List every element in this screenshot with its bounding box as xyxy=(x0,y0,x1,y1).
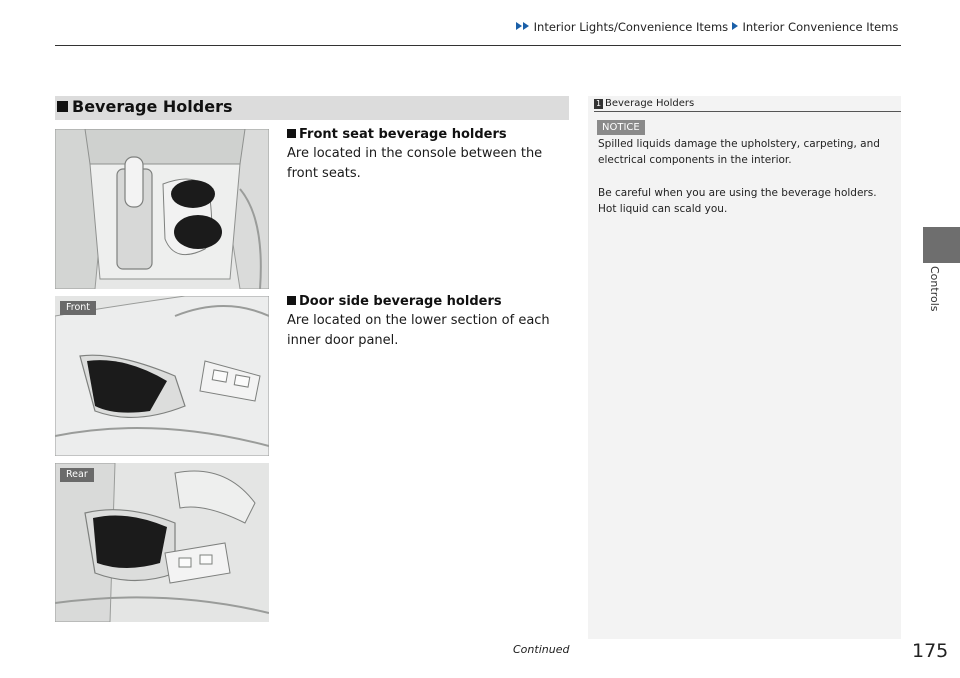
chapter-tab-text: Controls xyxy=(928,266,941,312)
rear-door-cupholder-illustration xyxy=(55,463,269,622)
front-door-drawing xyxy=(55,296,269,456)
section-title xyxy=(57,97,232,116)
continued-label: Continued xyxy=(513,643,570,656)
square-bullet-icon xyxy=(57,101,68,112)
note-title[interactable] xyxy=(594,98,694,109)
notice-badge: NOTICE xyxy=(597,120,645,135)
caution-text: Be careful when you are using the beverage holders. Hot liquid can scald you. xyxy=(598,187,877,215)
breadcrumb-arrow-icon xyxy=(516,22,522,30)
breadcrumb-item-lights[interactable]: Interior Lights/Convenience Items xyxy=(533,20,729,34)
subsection-text-front: Are located in the console between the front seats. xyxy=(287,146,543,181)
rear-door-drawing xyxy=(55,463,269,622)
console-cupholder-illustration xyxy=(55,129,269,289)
breadcrumb-arrow-icon xyxy=(523,22,529,30)
note-number-icon: 1 xyxy=(595,99,602,108)
console-drawing xyxy=(55,129,269,289)
chapter-tab-marker[interactable] xyxy=(923,227,960,263)
section-title-text: Beverage Holders xyxy=(72,97,233,116)
breadcrumb-arrow-icon xyxy=(732,22,738,30)
subsection-heading-front xyxy=(287,127,507,142)
subsection-heading-text: Door side beverage holders xyxy=(299,294,502,309)
breadcrumb xyxy=(516,20,898,34)
subsection-text-door: Are located on the lower section of each inner door panel. xyxy=(287,313,550,348)
subsection-heading-text: Front seat beverage holders xyxy=(299,127,507,142)
subsection-heading-door xyxy=(287,294,502,309)
header-rule xyxy=(55,45,901,46)
page-number: 175 xyxy=(912,640,949,662)
notice-text: Spilled liquids damage the upholstery, carpeting, and electrical components in the interior. xyxy=(598,138,880,166)
front-door-cupholder-illustration xyxy=(55,296,269,456)
square-bullet-icon xyxy=(287,296,296,305)
breadcrumb-item-convenience[interactable]: Interior Convenience Items xyxy=(742,20,899,34)
rear-tag: Rear xyxy=(60,468,94,482)
chapter-tab-label[interactable] xyxy=(922,266,960,326)
note-panel xyxy=(588,96,901,639)
note-rule xyxy=(594,111,901,112)
square-bullet-icon xyxy=(287,129,296,138)
note-title-text: Beverage Holders xyxy=(605,98,695,109)
front-tag: Front xyxy=(60,301,96,315)
